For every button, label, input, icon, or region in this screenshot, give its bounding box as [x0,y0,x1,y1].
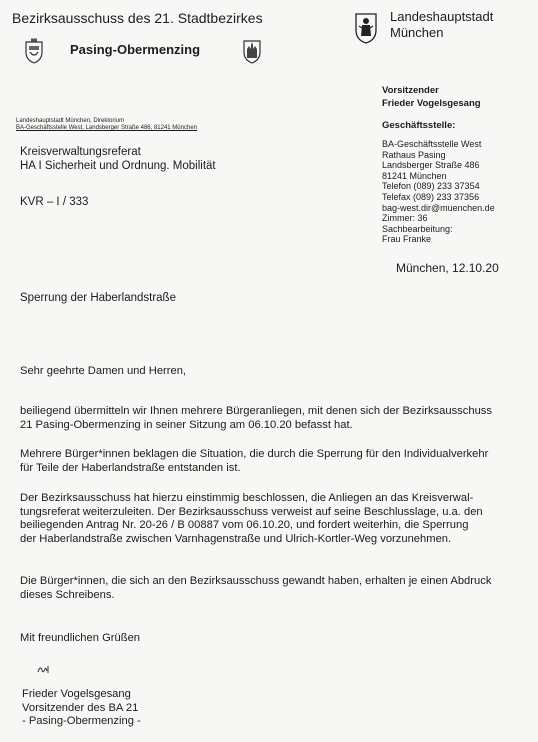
paragraph [20,448,530,475]
letter-date: München, 12.10.20 [396,261,499,275]
office-line: Telefax (089) 233 37356 [382,191,480,202]
office-line: Zimmer: 36 [382,213,428,224]
office-line: BA-Geschäftsstelle West [382,139,482,149]
return-address [16,118,197,132]
district-title: Bezirksausschuss des 21. Stadtbezirkes [12,10,263,26]
salutation: Sehr geehrte Damen und Herren, [20,365,187,377]
paragraph-line: beiliegenden Antrag Nr. 20-26 / B 00887 vom 06.10.20, und fordert weiterhin, die Sperrung [20,519,469,532]
signer-name: Frieder Vogelsgesang [22,688,131,700]
paragraph-line: beiliegend übermitteln wir Ihnen mehrere Bürgeranliegen, mit denen sich der Bezirksausschuss [20,405,492,417]
paragraph [20,575,530,602]
office-address [382,139,495,245]
subject-line: Sperrung der Haberlandstraße [20,292,176,304]
signer-district: - Pasing-Obermenzing - [22,715,141,728]
paragraph-line: Die Bürger*innen, die sich an den Bezirksausschuss gewandt haben, erhalten je einen Abdruck [20,575,492,587]
signer-title: Vorsitzender des BA 21 [22,701,139,714]
recipient-line: Kreisverwaltungsreferat [20,146,141,158]
paragraph-line: 21 Pasing-Obermenzing in seiner Sitzung am 06.10.20 befasst hat. [20,418,353,431]
return-address-line: BA-Geschäftsstelle West, Landsberger Straße 486, 81241 München [16,125,197,131]
office-line: Landsberger Straße 486 [382,160,480,171]
paragraph-line: Mehrere Bürger*innen beklagen die Situation, die durch die Sperrung für den Individualverkehr [20,448,489,460]
paragraph-line: der Haberlandstraße zwischen Varnhagenstraße und Ulrich-Kortler-Weg vorzunehmen. [20,533,452,546]
paragraph-line: für Teile der Haberlandstraße entstanden ist. [20,461,241,474]
office-line: Sachbearbeitung: [382,223,453,234]
city-name-line2: München [390,25,444,40]
recipient [20,146,216,173]
closing: Mit freundlichen Grüßen [20,632,141,644]
paragraph-line: dieses Schreibens. [20,588,115,601]
city-name-line1: Landeshauptstadt [390,9,494,24]
paragraph [20,492,530,547]
office-line: Frau Franke [382,234,432,245]
office-line: Telefon (089) 233 37354 [382,181,480,192]
district-subtitle: Pasing-Obermenzing [70,42,201,57]
church-crest-icon [242,38,262,64]
office-line: 81241 München [382,170,447,181]
paragraph-line: tungsreferat weiterzuleiten. Der Bezirksausschuss verweist auf seine Beschlusslage, u.a. den [20,505,483,518]
return-address-line: Landeshauptstadt München, Direktorium [16,118,125,124]
reference-number: KVR – I / 333 [20,196,89,208]
office-line: Rathaus Pasing [382,149,446,160]
district-crest-icon [24,38,44,64]
paragraph-line: Der Bezirksausschuss hat hierzu einstimmig beschlossen, die Anliegen an das Kreisverwal- [20,492,474,504]
signature-block [22,688,141,729]
chair-name: Frieder Vogelsgesang [382,98,481,109]
office-email: bag-west.dir@muenchen.de [382,202,495,213]
recipient-line: HA I Sicherheit und Ordnung. Mobilität [20,159,216,172]
handwritten-signature-icon [36,664,52,676]
office-label: Geschäftsstelle: [382,120,456,131]
chair-label: Vorsitzender [382,85,439,96]
munich-crest-icon [354,12,378,44]
paragraph [20,405,530,432]
